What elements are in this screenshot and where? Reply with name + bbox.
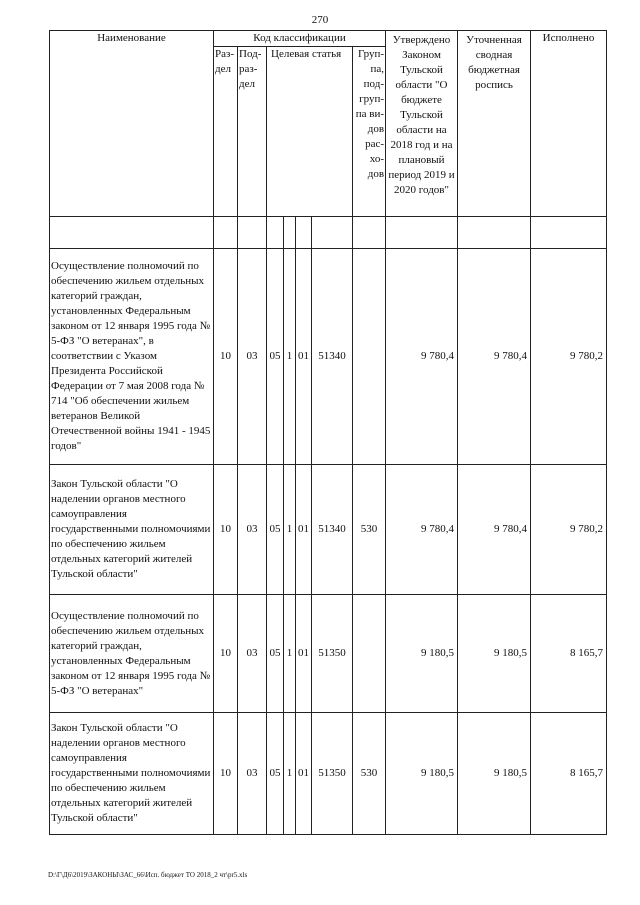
row-podrazdel: 03 <box>238 249 267 465</box>
row-target-subprogram: 1 <box>284 595 296 713</box>
row-target-subprogram: 1 <box>284 249 296 465</box>
row-name: Закон Тульской области "О наделении органов местного самоуправления государственными полномочиями по обеспечению жильем отдельных категорий жителей Тульской области" <box>50 465 214 595</box>
row-name: Осуществление полномочий по обеспечению жильем отдельных категорий граждан, установленных Федеральным законом от 12 января 1995 года № 5-ФЗ "О ветеранах" <box>50 595 214 713</box>
header-refined: Уточненная сводная бюджетная роспись <box>458 31 531 217</box>
row-podrazdel: 03 <box>238 595 267 713</box>
header-expense-group: Груп- па, под- груп- па ви- дов рас- хо- дов <box>353 47 386 217</box>
row-refined: 9 780,4 <box>458 465 531 595</box>
row-name: Осуществление полномочий по обеспечению жильем отдельных категорий граждан, установленных Федеральным законом от 12 января 1995 года № 5-ФЗ "О ветеранах", в соответствии с Указом Президента Российской Федерации от 7 мая 2008 года № 714 "Об обеспечении жильем ветеранов Великой Отечественной войны 1941 - 1945 годов" <box>50 249 214 465</box>
header-approved: Утверждено Законом Тульской области "О бюджете Тульской области на 2018 год и на плановый период 2019 и 2020 годов" <box>386 31 458 217</box>
row-approved: 9 180,5 <box>386 595 458 713</box>
row-podrazdel: 03 <box>238 465 267 595</box>
row-razdel: 10 <box>214 249 238 465</box>
row-executed: 8 165,7 <box>531 595 607 713</box>
header-razdel: Раз- дел <box>214 47 238 217</box>
row-target-program: 05 <box>267 465 284 595</box>
table-row <box>50 713 607 835</box>
row-refined: 9 180,5 <box>458 595 531 713</box>
row-expense-group <box>353 595 386 713</box>
row-refined: 9 180,5 <box>458 713 531 835</box>
row-target-direction: 51350 <box>312 713 353 835</box>
row-target-subprogram: 1 <box>284 713 296 835</box>
row-expense-group: 530 <box>353 713 386 835</box>
table-row <box>50 465 607 595</box>
header-code-group: Код классификации <box>214 31 386 47</box>
header-podrazdel: Под- раз- дел <box>238 47 267 217</box>
row-target-activity: 01 <box>296 249 312 465</box>
file-path-footer: D:\Г\Д6\2019\ЗАКОНЫ\ЗАС_66\Исп. бюджет ТО 2018_2 чт\pr5.xls <box>48 871 248 879</box>
table-row <box>50 595 607 713</box>
row-razdel: 10 <box>214 465 238 595</box>
header-target-item: Целевая статья <box>267 47 353 217</box>
row-target-direction: 51340 <box>312 465 353 595</box>
row-target-activity: 01 <box>296 713 312 835</box>
row-target-program: 05 <box>267 713 284 835</box>
row-executed: 9 780,2 <box>531 465 607 595</box>
budget-table <box>49 30 607 835</box>
row-approved: 9 780,4 <box>386 249 458 465</box>
row-target-activity: 01 <box>296 465 312 595</box>
row-target-direction: 51340 <box>312 249 353 465</box>
row-podrazdel: 03 <box>238 713 267 835</box>
header-name: Наименование <box>50 31 214 217</box>
header-executed: Исполнено <box>531 31 607 217</box>
row-executed: 9 780,2 <box>531 249 607 465</box>
row-refined: 9 780,4 <box>458 249 531 465</box>
row-target-program: 05 <box>267 249 284 465</box>
row-approved: 9 780,4 <box>386 465 458 595</box>
row-razdel: 10 <box>214 595 238 713</box>
page-number: 270 <box>311 14 329 26</box>
row-target-subprogram: 1 <box>284 465 296 595</box>
row-target-direction: 51350 <box>312 595 353 713</box>
row-target-activity: 01 <box>296 595 312 713</box>
table-row <box>50 249 607 465</box>
row-razdel: 10 <box>214 713 238 835</box>
row-executed: 8 165,7 <box>531 713 607 835</box>
row-approved: 9 180,5 <box>386 713 458 835</box>
row-expense-group: 530 <box>353 465 386 595</box>
row-target-program: 05 <box>267 595 284 713</box>
row-expense-group <box>353 249 386 465</box>
row-name: Закон Тульской области "О наделении органов местного самоуправления государственными полномочиями по обеспечению жильем отдельных категорий жителей Тульской области" <box>50 713 214 835</box>
